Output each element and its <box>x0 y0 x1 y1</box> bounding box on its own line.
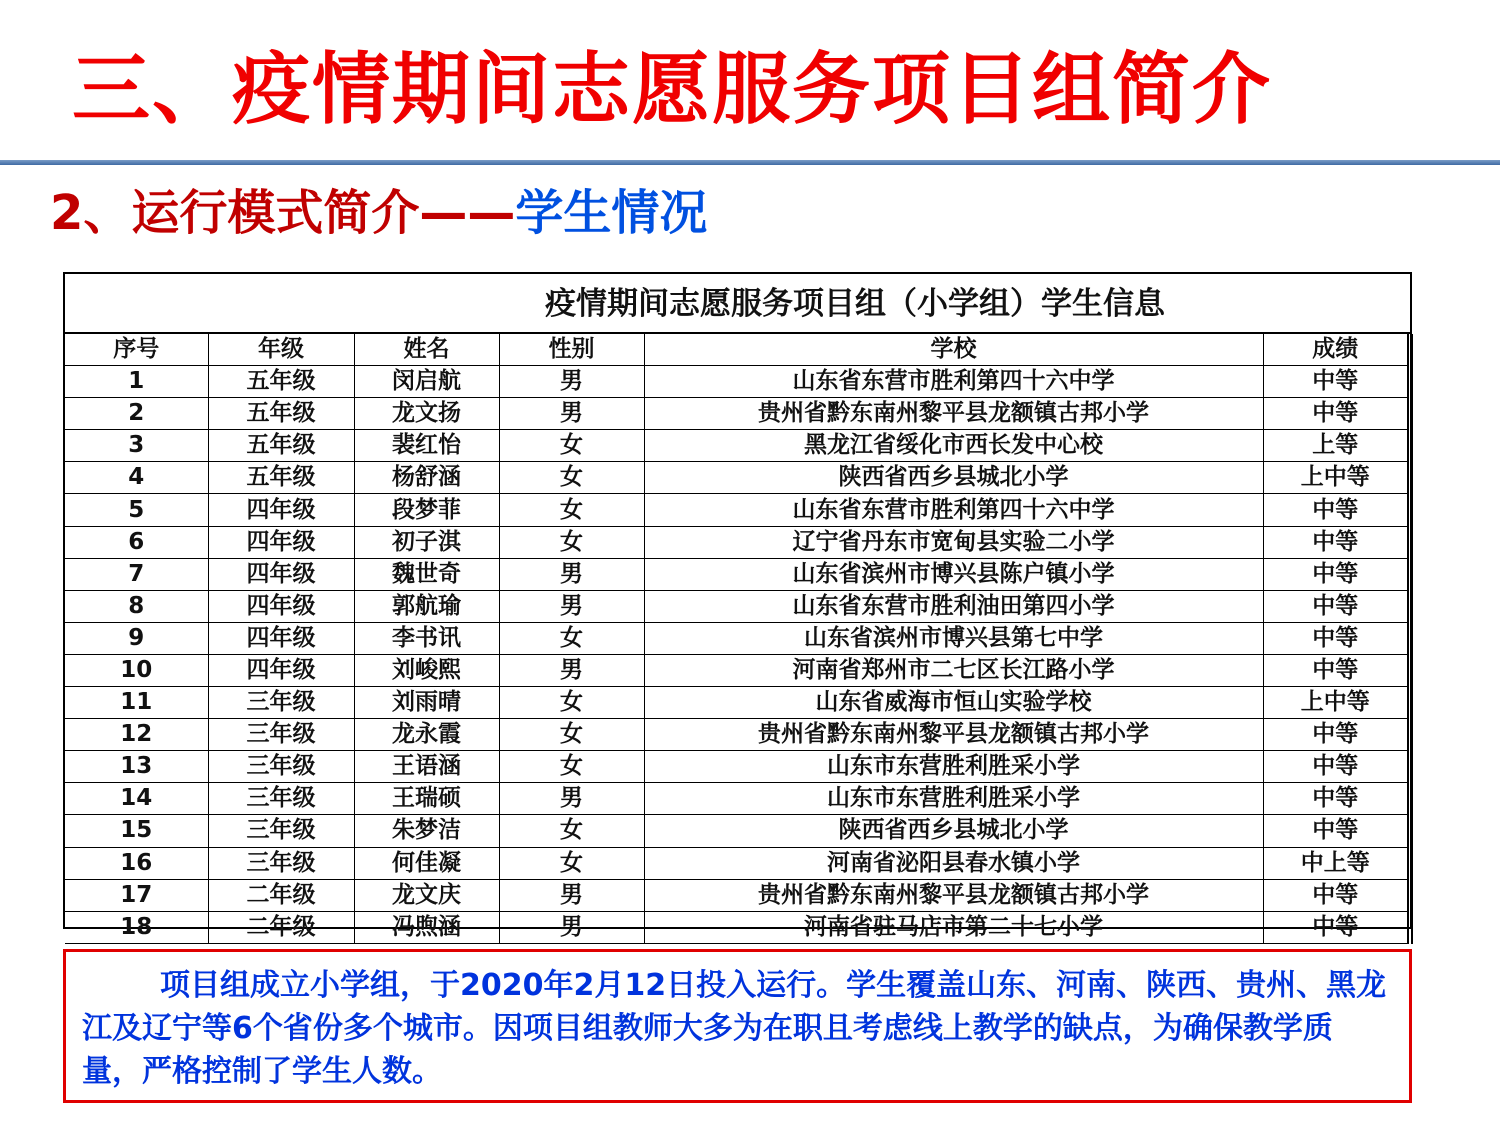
cell-score: 中等 <box>1263 398 1410 430</box>
cell-score: 中等 <box>1263 879 1410 911</box>
cell-school: 山东省滨州市博兴县陈户镇小学 <box>644 558 1263 590</box>
title-divider <box>0 160 1500 165</box>
cell-index: 1 <box>65 366 208 398</box>
table-row <box>65 654 1410 686</box>
cell-index: 14 <box>65 783 208 815</box>
cell-gender: 男 <box>499 911 644 943</box>
cell-school: 贵州省黔东南州黎平县龙额镇古邦小学 <box>644 398 1263 430</box>
cell-grade: 三年级 <box>208 783 354 815</box>
table-row <box>65 462 1410 494</box>
cell-school: 黑龙江省绥化市西长发中心校 <box>644 430 1263 462</box>
table-row <box>65 526 1410 558</box>
cell-grade: 四年级 <box>208 654 354 686</box>
cell-score: 中等 <box>1263 815 1410 847</box>
cell-gender: 女 <box>499 815 644 847</box>
cell-school: 山东省滨州市博兴县第七中学 <box>644 622 1263 654</box>
cell-index: 16 <box>65 847 208 879</box>
cell-grade: 四年级 <box>208 590 354 622</box>
cell-gender: 女 <box>499 687 644 719</box>
cell-gender: 女 <box>499 719 644 751</box>
cell-school: 辽宁省丹东市宽甸县实验二小学 <box>644 526 1263 558</box>
table-row <box>65 622 1410 654</box>
table-caption: 疫情期间志愿服务项目组（小学组）学生信息 <box>65 274 1410 334</box>
cell-index: 8 <box>65 590 208 622</box>
cell-index: 7 <box>65 558 208 590</box>
table-row <box>65 494 1410 526</box>
cell-score: 中等 <box>1263 494 1410 526</box>
cell-grade: 五年级 <box>208 430 354 462</box>
cell-index: 12 <box>65 719 208 751</box>
cell-grade: 四年级 <box>208 494 354 526</box>
table-row <box>65 815 1410 847</box>
cell-name: 龙文庆 <box>354 879 499 911</box>
cell-name: 裴红怡 <box>354 430 499 462</box>
cell-name: 何佳凝 <box>354 847 499 879</box>
cell-name: 初子淇 <box>354 526 499 558</box>
cell-name: 龙永霞 <box>354 719 499 751</box>
cell-name: 王瑞硕 <box>354 783 499 815</box>
cell-grade: 四年级 <box>208 558 354 590</box>
cell-school: 河南省泌阳县春水镇小学 <box>644 847 1263 879</box>
cell-index: 10 <box>65 654 208 686</box>
header-score: 成绩 <box>1263 334 1410 366</box>
cell-grade: 二年级 <box>208 879 354 911</box>
cell-gender: 女 <box>499 462 644 494</box>
cell-name: 杨舒涵 <box>354 462 499 494</box>
cell-school: 山东省威海市恒山实验学校 <box>644 687 1263 719</box>
cell-score: 中上等 <box>1263 847 1410 879</box>
cell-school: 贵州省黔东南州黎平县龙额镇古邦小学 <box>644 719 1263 751</box>
cell-name: 段梦菲 <box>354 494 499 526</box>
header-gender: 性别 <box>499 334 644 366</box>
cell-score: 中等 <box>1263 590 1410 622</box>
cell-name: 刘峻熙 <box>354 654 499 686</box>
cell-score: 上等 <box>1263 430 1410 462</box>
cell-score: 中等 <box>1263 751 1410 783</box>
subtitle-prefix: 2、运行模式简介—— <box>50 185 516 241</box>
cell-grade: 五年级 <box>208 398 354 430</box>
cell-score: 中等 <box>1263 366 1410 398</box>
cell-gender: 女 <box>499 430 644 462</box>
cell-name: 闵启航 <box>354 366 499 398</box>
subtitle-highlight: 学生情况 <box>515 185 708 241</box>
table-row <box>65 719 1410 751</box>
header-index: 序号 <box>65 334 208 366</box>
cell-grade: 五年级 <box>208 366 354 398</box>
student-info-table <box>63 272 1412 940</box>
student-grid <box>65 334 1413 944</box>
cell-index: 11 <box>65 687 208 719</box>
cell-index: 15 <box>65 815 208 847</box>
table-row <box>65 911 1410 943</box>
slide-subtitle <box>50 183 707 243</box>
cell-school: 山东省东营市胜利油田第四小学 <box>644 590 1263 622</box>
cell-school: 陕西省西乡县城北小学 <box>644 815 1263 847</box>
cell-gender: 男 <box>499 654 644 686</box>
cell-index: 2 <box>65 398 208 430</box>
table-row <box>65 847 1410 879</box>
cell-name: 龙文扬 <box>354 398 499 430</box>
table-row <box>65 430 1410 462</box>
cell-name: 王语涵 <box>354 751 499 783</box>
cell-school: 山东省东营市胜利第四十六中学 <box>644 494 1263 526</box>
table-row <box>65 366 1410 398</box>
table-row <box>65 558 1410 590</box>
cell-score: 中等 <box>1263 558 1410 590</box>
cell-index: 9 <box>65 622 208 654</box>
cell-gender: 女 <box>499 494 644 526</box>
cell-score: 中等 <box>1263 526 1410 558</box>
table-row <box>65 783 1410 815</box>
slide-title: 三、疫情期间志愿服务项目组简介 <box>72 45 1273 135</box>
cell-gender: 男 <box>499 398 644 430</box>
cell-grade: 三年级 <box>208 751 354 783</box>
cell-grade: 三年级 <box>208 687 354 719</box>
cell-score: 上中等 <box>1263 462 1410 494</box>
cell-name: 刘雨晴 <box>354 687 499 719</box>
cell-score: 中等 <box>1263 783 1410 815</box>
cell-gender: 男 <box>499 366 644 398</box>
cell-score: 上中等 <box>1263 687 1410 719</box>
cell-school: 贵州省黔东南州黎平县龙额镇古邦小学 <box>644 879 1263 911</box>
table-row <box>65 398 1410 430</box>
cell-index: 6 <box>65 526 208 558</box>
cell-school: 河南省郑州市二七区长江路小学 <box>644 654 1263 686</box>
cell-index: 4 <box>65 462 208 494</box>
cell-school: 山东市东营胜利胜采小学 <box>644 783 1263 815</box>
cell-grade: 四年级 <box>208 526 354 558</box>
header-grade: 年级 <box>208 334 354 366</box>
cell-index: 3 <box>65 430 208 462</box>
cell-grade: 三年级 <box>208 719 354 751</box>
cell-score: 中等 <box>1263 719 1410 751</box>
cell-name: 魏世奇 <box>354 558 499 590</box>
cell-index: 18 <box>65 911 208 943</box>
cell-index: 13 <box>65 751 208 783</box>
cell-grade: 三年级 <box>208 847 354 879</box>
cell-index: 5 <box>65 494 208 526</box>
note-text: 项目组成立小学组，于2020年2月12日投入运行。学生覆盖山东、河南、陕西、贵州、黑龙江及辽宁等6个省份多个城市。因项目组教师大多为在职且考虑线上教学的缺点，为确保教学质量，严格控制了学生人数。 <box>82 968 1387 1089</box>
header-name: 姓名 <box>354 334 499 366</box>
cell-score: 中等 <box>1263 622 1410 654</box>
cell-name: 朱梦洁 <box>354 815 499 847</box>
cell-school: 山东市东营胜利胜采小学 <box>644 751 1263 783</box>
cell-name: 冯煦涵 <box>354 911 499 943</box>
summary-note <box>63 949 1412 1103</box>
cell-gender: 男 <box>499 590 644 622</box>
header-school: 学校 <box>644 334 1263 366</box>
cell-score: 中等 <box>1263 911 1410 943</box>
cell-name: 郭航瑜 <box>354 590 499 622</box>
cell-school: 陕西省西乡县城北小学 <box>644 462 1263 494</box>
cell-index: 17 <box>65 879 208 911</box>
table-row <box>65 879 1410 911</box>
cell-grade: 四年级 <box>208 622 354 654</box>
cell-score: 中等 <box>1263 654 1410 686</box>
cell-gender: 女 <box>499 847 644 879</box>
cell-grade: 二年级 <box>208 911 354 943</box>
table-body <box>65 366 1410 944</box>
cell-gender: 女 <box>499 526 644 558</box>
table-row <box>65 687 1410 719</box>
cell-school: 山东省东营市胜利第四十六中学 <box>644 366 1263 398</box>
table-row <box>65 751 1410 783</box>
cell-gender: 女 <box>499 751 644 783</box>
cell-gender: 男 <box>499 558 644 590</box>
cell-gender: 女 <box>499 622 644 654</box>
cell-grade: 三年级 <box>208 815 354 847</box>
cell-gender: 男 <box>499 783 644 815</box>
cell-grade: 五年级 <box>208 462 354 494</box>
header-row <box>65 334 1410 366</box>
cell-name: 李书讯 <box>354 622 499 654</box>
table-row <box>65 590 1410 622</box>
cell-school: 河南省驻马店市第二十七小学 <box>644 911 1263 943</box>
cell-gender: 男 <box>499 879 644 911</box>
